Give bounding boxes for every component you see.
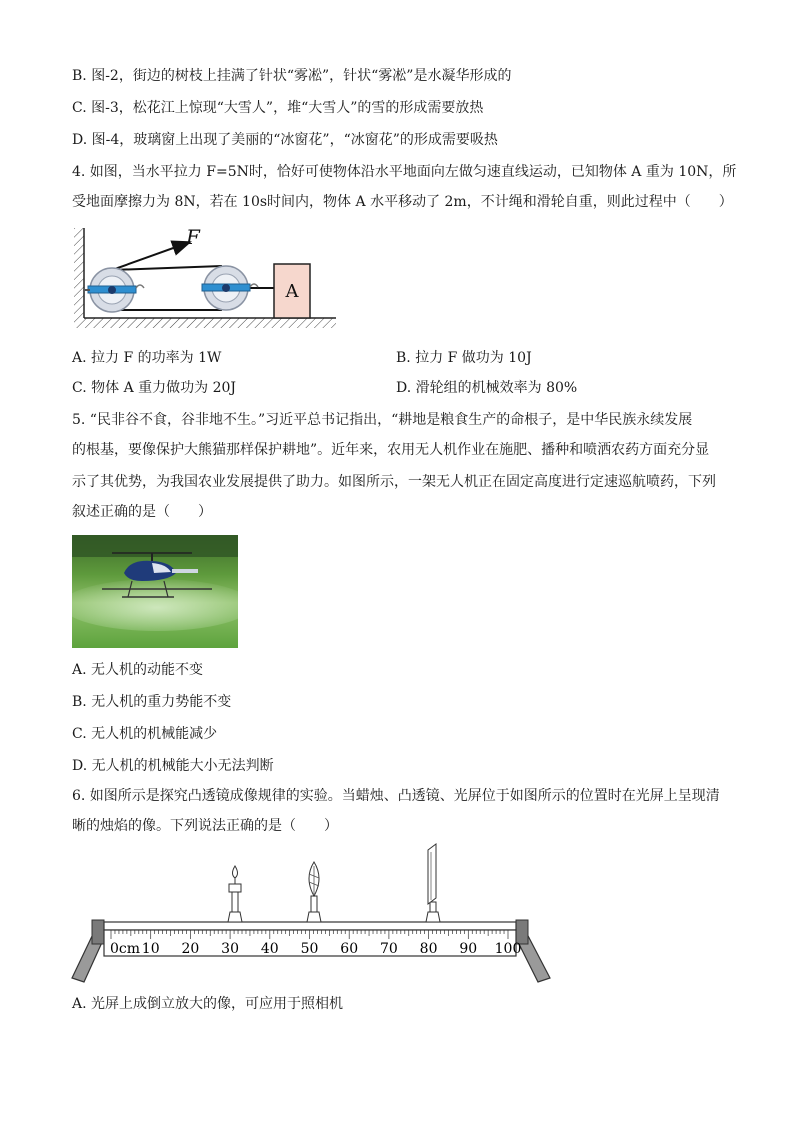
ruler-tick-label: 10	[141, 941, 160, 957]
q4-option-c: C. 物体 A 重力做功为 20J	[72, 380, 237, 396]
q4-stem-line2: 受地面摩擦力为 8N，若在 10s时间内，物体 A 水平移动了 2m，不计绳和滑轮自重，则此过程中（ ）	[72, 194, 733, 210]
movable-pulley	[136, 266, 258, 310]
rope-free-end	[112, 242, 190, 270]
ruler-tick-label: 50	[300, 941, 319, 957]
q5-option-c: C. 无人机的机械能减少	[72, 726, 218, 742]
fixed-pulley	[84, 268, 136, 312]
ruler-tick-label: 40	[260, 941, 279, 957]
optical-bench-figure	[70, 842, 560, 987]
q5-option-a: A. 无人机的动能不变	[72, 662, 204, 678]
ruler-tick-label: 20	[181, 941, 200, 957]
q5-stem-line4: 叙述正确的是（ ）	[72, 504, 212, 520]
ruler-unit-label: 0cm	[110, 941, 141, 957]
q4-option-a: A. 拉力 F 的功率为 1W	[72, 350, 222, 366]
q4-option-d: D. 滑轮组的机械效率为 80%	[396, 380, 578, 396]
ruler-tick-label: 70	[379, 941, 398, 957]
ruler-tick-label: 30	[221, 941, 240, 957]
q5-option-b: B. 无人机的重力势能不变	[72, 694, 232, 710]
q4-option-b: B. 拉力 F 做功为 10J	[396, 350, 532, 366]
drone-photo	[72, 535, 238, 648]
bench-rail	[104, 922, 516, 930]
rope-upper-right	[112, 266, 222, 270]
screen-holder	[426, 844, 440, 922]
ground-hatch	[84, 318, 336, 328]
candle-holder	[228, 866, 242, 922]
force-label: F	[186, 225, 200, 249]
q3-option-c: C. 图-3，松花江上惊现“大雪人”，堆“大雪人”的雪的形成需要放热	[72, 100, 484, 116]
q6-stem-line1: 6. 如图所示是探究凸透镜成像规律的实验。当蜡烛、凸透镜、光屏位于如图所示的位置时在光屏上呈现清	[72, 788, 720, 804]
ruler-tick-label: 100	[494, 941, 522, 957]
lens-holder	[307, 862, 321, 922]
q3-option-d: D. 图-4，玻璃窗上出现了美丽的“冰窗花”，“冰窗花”的形成需要吸热	[72, 132, 498, 148]
pulley-figure	[70, 224, 340, 334]
q4-stem-line1: 4. 如图，当水平拉力 F=5N时，恰好可使物体沿水平地面向左做匀速直线运动，已知物体 A 重为 10N，所	[72, 164, 737, 180]
q5-stem-line3: 示了其优势，为我国农业发展提供了助力。如图所示，一架无人机正在固定高度进行定速巡航喷药，下列	[72, 474, 716, 490]
q3-option-b: B. 图-2，街边的树枝上挂满了针状“雾凇”，针状“雾凇”是水凝华形成的	[72, 68, 512, 84]
wall-hatch	[74, 228, 84, 328]
q5-option-d: D. 无人机的机械能大小无法判断	[72, 758, 274, 774]
ruler-tick-label: 60	[340, 941, 359, 957]
ruler-tick-label: 80	[419, 941, 438, 957]
q5-stem-line2: 的根基，要像保护大熊猫那样保护耕地”。近年来，农用无人机作业在施肥、播种和喷洒农药方面充分显	[72, 442, 710, 458]
block-a-label: A	[285, 281, 299, 302]
q6-stem-line2: 晰的烛焰的像。下列说法正确的是（ ）	[72, 818, 338, 834]
q5-stem-line1: 5. “民非谷不食，谷非地不生。”习近平总书记指出，“耕地是粮食生产的命根子，是中华民族永续发展	[72, 412, 693, 428]
bench-left-end	[92, 920, 104, 944]
ruler-tick-label: 90	[459, 941, 478, 957]
q6-option-a: A. 光屏上成倒立放大的像，可应用于照相机	[72, 996, 344, 1012]
